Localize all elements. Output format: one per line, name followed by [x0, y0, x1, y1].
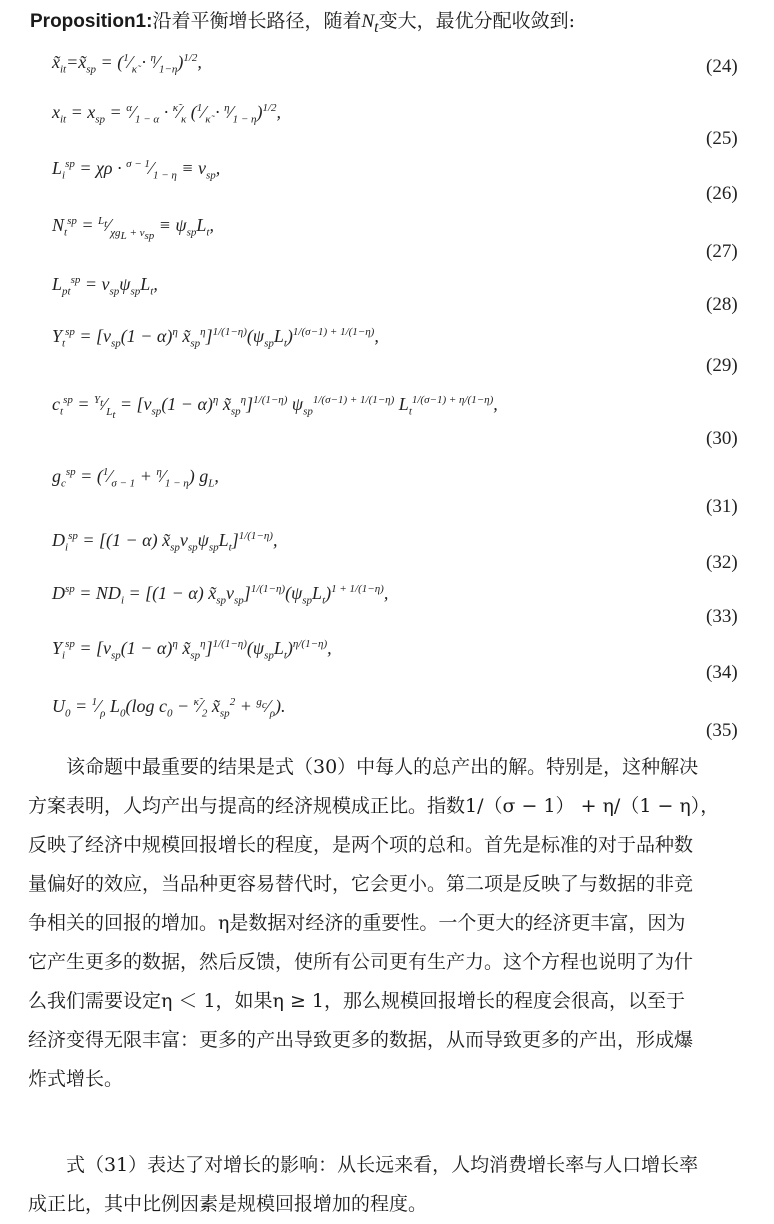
- equation-text: [498, 394, 499, 395]
- equation-text: [281, 102, 282, 103]
- proposition-text-after: 变大，最优分配收敛到:: [378, 10, 575, 32]
- equation-text: [388, 583, 389, 584]
- equation-30: $c_t^{sp}$ = $^{Y_t}⁄_{L_t} = [\nu_{sp}(1 - \alpha)^\eta$ $x̃_{sp}^\eta]^{1/(1-\eta)}$ $\psi_{sp}^{1/(\sigma-1) + 1/(1-\eta)}$ $L_t^{1/(\sigma-1) + \eta/(1-\eta)}$,: [52, 394, 498, 421]
- equation-text: [202, 52, 203, 53]
- paragraph-line: 该命题中最重要的结果是式（30）中每人的总产出的解。特别是，这种解决: [28, 756, 699, 778]
- paragraph-line: 经济变得无限丰富：更多的产出导致更多的数据，从而导致更多的产出，形成爆: [28, 1029, 694, 1051]
- proposition-text-before: 沿着平衡增长路径，随着: [152, 10, 362, 32]
- equation-text: [286, 696, 287, 697]
- equation-number: (30): [706, 428, 738, 449]
- equation-text: [277, 530, 278, 531]
- equation-number: (28): [706, 294, 738, 315]
- proposition-label: Proposition1:: [30, 11, 153, 32]
- equation-number: (27): [706, 241, 738, 262]
- equation-number: (24): [706, 56, 738, 77]
- equation-34: $Y_i^{sp} = [\nu_{sp}(1 - \alpha)^\eta$ $x̃_{sp}^\eta]^{1/(1-\eta)}(\psi_{sp}L_t)^{\eta/(1-\eta)}$,: [52, 638, 332, 662]
- paragraph-line: 争相关的回报的增加。η是数据对经济的重要性。一个更大的经济更丰富，因为: [28, 912, 686, 934]
- equation-35: $U_0$ = $^1⁄_\rho$ $L_0(\log$ $c_0$ − $^{\kappã}⁄_2$ $x̃_{sp}^2$ + $^{g_c}⁄_\rho$).: [52, 696, 286, 720]
- paragraph-line: 么我们需要设定η ＜ 1，如果η ≥ 1，那么规模回报增长的程度会很高，以至于: [28, 990, 686, 1012]
- paragraph-line: 量偏好的效应，当品种更容易替代时，它会更小。第二项是反映了与数据的非竞: [28, 873, 694, 895]
- equation-25: $x_{it} = x_{sp}$ = $^\alpha⁄_{1 - \alpha}$ · $^{\kappã}⁄_\kappa$ ($^1⁄_{\kappã}$ · $^\eta⁄_{1 - \eta})^{1/2}$,: [52, 102, 282, 126]
- paragraph-line: 成正比，其中比例因素是规模回报增加的程度。: [28, 1193, 428, 1215]
- equation-28: $L_{pt}^{sp} = \nu_{sp}\psi_{sp}L_t$,: [52, 274, 158, 298]
- paragraph-line: 反映了经济中规模回报增长的程度，是两个项的总和。首先是标准的对于品种数: [28, 834, 694, 856]
- equation-number: (29): [706, 355, 738, 376]
- equation-number: (25): [706, 128, 738, 149]
- equation-text: [214, 215, 215, 216]
- equation-32: $D_i^{sp} = [(1 - \alpha)$ $x̃_{sp}\nu_{sp}\psi_{sp}L_t]^{1/(1-\eta)}$,: [52, 530, 278, 554]
- equation-number: (31): [706, 496, 738, 517]
- equation-number: (33): [706, 606, 738, 627]
- equation-number: (34): [706, 662, 738, 683]
- equation-text: [332, 638, 333, 639]
- equation-31: $g_c^{sp}$ = ($^1⁄_{\sigma - 1}$ + $^\eta⁄_{1 - \eta}$) $g_L$,: [52, 466, 219, 490]
- equation-number: (35): [706, 720, 738, 741]
- paragraph-line: 它产生更多的数据，然后反馈，使所有公司更有生产力。这个方程也说明了为什: [28, 951, 694, 973]
- equation-number: (32): [706, 552, 738, 573]
- equation-text: [379, 326, 380, 327]
- paragraph-2: [28, 1146, 752, 1224]
- proposition-symbol: $N_t$: [361, 11, 379, 36]
- equation-24: $x̃_{it}=x̃_{sp}$ = ($^1⁄_{\kappã}$ · $^\eta⁄_{1-\eta})^{1/2}$,: [52, 52, 202, 76]
- proposition-heading: [30, 6, 575, 37]
- equation-27: $N_t^{sp}$ = $^{L_t}⁄_{\chi g_L + \nu_{sp}} \equiv \psi_{sp}L_t$,: [52, 215, 214, 242]
- paragraph-1: [28, 748, 752, 1099]
- equation-29: $Y_t^{sp} = [\nu_{sp}(1 - \alpha)^\eta$ $x̃_{sp}^\eta]^{1/(1-\eta)}(\psi_{sp}L_t)^{1/(\sigma-1) + 1/(1-\eta)}$,: [52, 326, 379, 350]
- equation-text: [158, 274, 159, 275]
- paragraph-line: 方案表明，人均产出与提高的经济规模成正比。指数1/（σ − 1） + η/（1 − η），: [28, 795, 720, 817]
- equation-text: [220, 158, 221, 159]
- paragraph-line: 炸式增长。: [28, 1068, 124, 1090]
- equation-text: [219, 466, 220, 467]
- equation-number: (26): [706, 183, 738, 204]
- equation-26: $L_i^{sp} = \chi\rho$ · $^{\sigma - 1}⁄_{1 - \eta} \equiv \nu_{sp}$,: [52, 158, 221, 182]
- equation-33: $D^{sp} = ND_i = [(1 - \alpha)$ $x̃_{sp}\nu_{sp}]^{1/(1-\eta)}(\psi_{sp}L_t)^{1 + 1/(1-\eta)}$,: [52, 583, 389, 607]
- paragraph-line: 式（31）表达了对增长的影响：从长远来看，人均消费增长率与人口增长率: [28, 1154, 699, 1176]
